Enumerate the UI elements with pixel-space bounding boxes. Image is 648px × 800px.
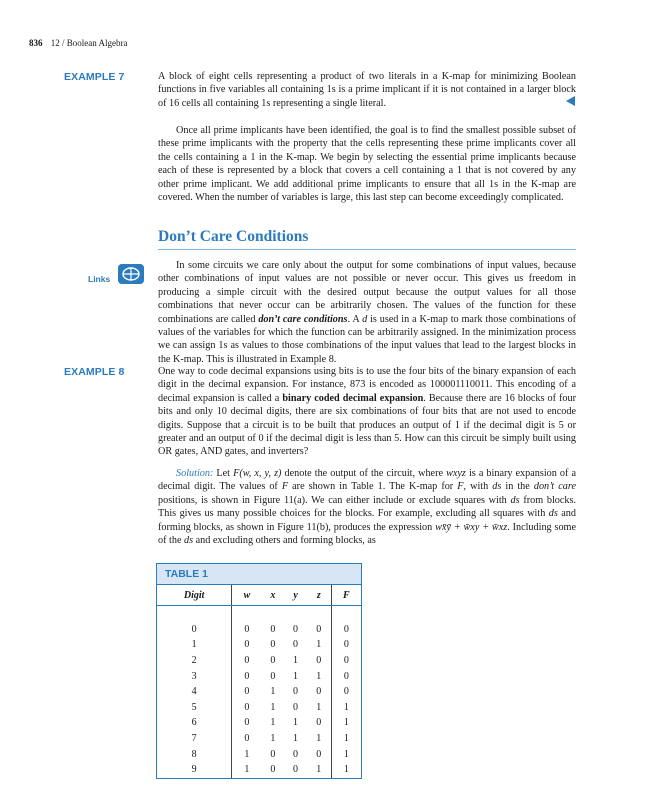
table-row [157, 731, 361, 747]
header-digit: Digit [157, 585, 232, 606]
example-8-text-1: One way to code decimal expansions using bits is to use the four bits of the binary expansion of each digit in the decimal expansion. For instance, 873 is encoded as 100001110011. This encoding of a decimal expansion is called a [158, 366, 576, 404]
table-cell: 0 [293, 639, 299, 651]
table-cell: 0 [270, 764, 276, 776]
table-cell: 0 [244, 639, 250, 651]
table-row [157, 622, 361, 638]
table-cell: 0 [270, 748, 276, 760]
table-cell: 0 [244, 655, 250, 667]
table-cell: 1 [293, 733, 299, 745]
table-cell: 0 [343, 686, 349, 698]
section-heading: Don’t Care Conditions [158, 228, 309, 245]
table-cell: 0 [244, 686, 250, 698]
table-cell: 1 [270, 686, 276, 698]
table-spacer [157, 606, 361, 622]
solution-text-6: in the [501, 481, 534, 493]
solution-text-2: denote the output of the circuit, where [281, 468, 447, 479]
solution-F: F [281, 481, 289, 493]
table-cell: 0 [244, 701, 250, 713]
table-cell: 0 [293, 748, 299, 760]
table-cell: 1 [244, 748, 250, 760]
solution-wxyz: wxyz [446, 468, 466, 479]
solution-text-11: and excluding others and forming blocks, as [193, 535, 376, 547]
dont-care-var-d: d [362, 313, 368, 325]
table-cell: 0 [343, 670, 349, 682]
solution-paragraph [158, 467, 576, 547]
table-cell: 1 [307, 637, 331, 653]
table-row [157, 653, 361, 669]
solution-label: Solution: [176, 468, 214, 479]
table-cell: 9 [157, 762, 232, 778]
page-header [29, 38, 127, 48]
table-cell: 0 [270, 639, 276, 651]
table-row [157, 700, 361, 716]
table-cell: 1 [244, 764, 250, 776]
example-8-text [158, 365, 576, 459]
paragraph-prime-implicants: Once all prime implicants have been identified, the goal is to find the smallest possible subset of these prime implicants with the property that the cells representing these prime implicants cover all the cells containing a 1 in the K-map. We begin by selecting the essential prime implicants because each of these is represented by a block that covers a cell containing a 1 that is not covered by any other prime implicant. We add additional prime implicants to ensure that all 1s in the K-map are covered. When the number of variables is large, this last step can become exceedingly complicated. [158, 125, 576, 204]
table-cell: 0 [293, 701, 299, 713]
dont-care-text-2: . A [347, 313, 363, 325]
page-number: 836 [29, 38, 43, 48]
table-cell: 1 [343, 701, 349, 713]
table-cell: 1 [293, 670, 299, 682]
table-cell: 0 [307, 684, 331, 700]
solution-F2: F [457, 481, 464, 493]
end-of-example-icon [566, 96, 575, 106]
solution-text-7: positions, is shown in Figure 11(a). We can either include or exclude squares with [158, 494, 511, 506]
truth-table [157, 585, 361, 778]
table-cell: 0 [343, 655, 349, 667]
table-row [157, 762, 361, 778]
solution-text-4: are shown in Table 1. The K-map for [288, 481, 458, 493]
table-row [157, 684, 361, 700]
table-cell: 1 [343, 748, 349, 760]
table-cell: 1 [343, 733, 349, 745]
table-cell: 0 [270, 655, 276, 667]
table-cell: 3 [157, 668, 232, 684]
table-row [157, 668, 361, 684]
table-row [157, 746, 361, 762]
dont-care-text-3: is used in a K-map to mark those combinations of values of the variables for which the function can be arbitrarily assigned. In the minimization process we can assign 1s as values to those combinations of the input values that lead to the largest blocks in the K-map. This is illustrated in Example 8. [158, 313, 576, 365]
table-cell: 0 [307, 653, 331, 669]
table-cell: 1 [270, 701, 276, 713]
solution-text-3: is a binary expansion of a decimal digit. The values of [158, 468, 576, 493]
example-7-text: A block of eight cells representing a product of two literals in a K-map for minimizing Boolean functions in five variables all containing 1s is a prime implicant if it is not contained in a larger block of 16 cells all containing 1s representing a single literal. [158, 71, 576, 109]
solution-dont-care: don’t care [533, 481, 576, 493]
section-heading-rule [158, 249, 576, 250]
solution-ds-4: ds [184, 535, 194, 547]
table-cell: 0 [270, 623, 276, 635]
table-cell: 0 [343, 639, 349, 651]
table-cell: 6 [157, 715, 232, 731]
solution-function: F(w, x, y, z) [233, 468, 282, 479]
table-cell: 0 [293, 623, 299, 635]
table-header-row [157, 585, 361, 606]
paragraph-dont-care [158, 259, 576, 366]
solution-expression: wx̄ȳ + w̄xy + w̄xz [435, 521, 508, 533]
solution-ds-2: ds [510, 494, 520, 506]
bcd-term: binary coded decimal expansion [282, 392, 424, 404]
table-title: TABLE 1 [157, 564, 361, 585]
example-7-label: EXAMPLE 7 [64, 71, 125, 83]
table-cell: 1 [343, 764, 349, 776]
example-8-text-2: . Because there are 16 blocks of four bits and only 10 decimal digits, there are six combinations of four bits that are not used to encode digits. Suppose that a circuit is to be built that produces an output of 1 if the decimal digit is 5 or greater and an output of 0 if the decimal digit is less than 5. How can this circuit be simply built using OR gates, AND gates, and inverters? [158, 392, 577, 458]
header-F: F [331, 585, 361, 606]
table-cell: 1 [270, 717, 276, 729]
running-title: 12 / Boolean Algebra [50, 38, 128, 48]
table-cell: 2 [157, 653, 232, 669]
header-y: y [284, 585, 307, 606]
solution-text-8: from blocks. This gives us many possible choices for the blocks. For example, excluding all squares with [158, 494, 576, 520]
table-cell: 4 [157, 684, 232, 700]
header-z: z [307, 585, 331, 606]
solution-text-10: . Including some of the [158, 521, 576, 547]
links-label: Links [88, 274, 111, 284]
table-cell: 8 [157, 746, 232, 762]
solution-text-1: Let [213, 468, 234, 479]
dont-care-text-1: In some circuits we care only about the output for some combinations of input values, because other combinations of input values are not possible or never occur. This gives us freedom in producing a simple circuit with the desired output because the output values for all those combinations that never occur can be arbitrarily chosen. The values of the function for these combinations are called [158, 260, 576, 325]
table-row [157, 715, 361, 731]
table-cell: 1 [307, 762, 331, 778]
table-cell: 1 [293, 655, 299, 667]
table-1 [156, 563, 362, 779]
example-8-label: EXAMPLE 8 [64, 366, 125, 378]
table-cell: 0 [244, 717, 250, 729]
table-body [157, 606, 361, 778]
table-cell: 0 [307, 622, 331, 638]
table-cell: 1 [307, 700, 331, 716]
table-cell: 0 [244, 733, 250, 745]
table-cell: 1 [293, 717, 299, 729]
table-cell: 1 [307, 668, 331, 684]
links-web-icon [118, 264, 144, 284]
table-cell: 1 [343, 717, 349, 729]
table-cell: 0 [270, 670, 276, 682]
table-cell: 1 [270, 733, 276, 745]
solution-text-9: and forming blocks, as shown in Figure 11(b), produces the expression [158, 508, 576, 533]
table-row [157, 637, 361, 653]
table-cell: 5 [157, 700, 232, 716]
table-cell: 0 [293, 686, 299, 698]
solution-text-5: , with [463, 481, 493, 493]
table-cell: 0 [244, 623, 250, 635]
solution-ds: ds [492, 481, 502, 493]
table-cell: 0 [343, 623, 349, 635]
table-cell: 0 [244, 670, 250, 682]
table-cell: 0 [157, 622, 232, 638]
solution-ds-3: ds [548, 508, 558, 520]
table-cell: 1 [307, 731, 331, 747]
header-x: x [262, 585, 285, 606]
header-w: w [232, 585, 262, 606]
table-cell: 0 [307, 715, 331, 731]
dont-care-term: don’t care conditions [258, 313, 348, 325]
table-cell: 0 [293, 764, 299, 776]
table-cell: 7 [157, 731, 232, 747]
table-cell: 0 [307, 746, 331, 762]
table-cell: 1 [157, 637, 232, 653]
